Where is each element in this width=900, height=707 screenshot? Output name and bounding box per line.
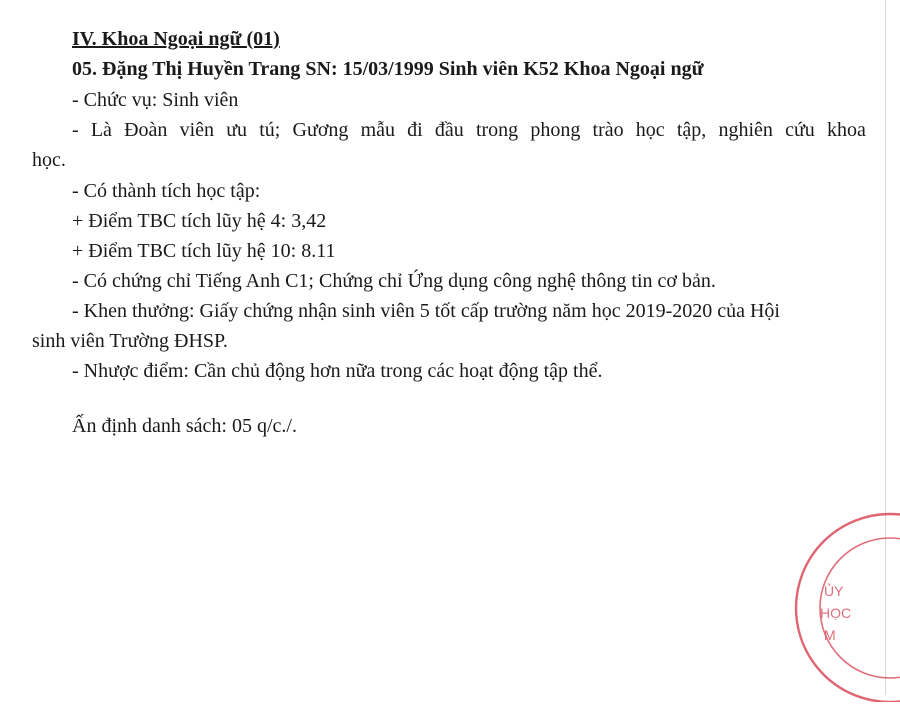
word: tập, bbox=[676, 119, 707, 141]
section-heading: IV. Khoa Ngoại ngữ (01) bbox=[72, 28, 280, 50]
award-line-1: - Khen thưởng: Giấy chứng nhận sinh viên 5 tốt cấp trường năm học 2019-2020 của Hội bbox=[72, 300, 780, 322]
word: Đoàn bbox=[124, 119, 168, 141]
word: tú; bbox=[259, 119, 281, 141]
position-line: - Chức vụ: Sinh viên bbox=[72, 89, 239, 111]
gpa-scale-10: + Điểm TBC tích lũy hệ 10: 8.11 bbox=[72, 240, 336, 262]
seal-text-3: M bbox=[824, 627, 836, 643]
word: ưu bbox=[226, 119, 248, 141]
word: học bbox=[635, 119, 665, 141]
word: mẫu bbox=[360, 119, 395, 141]
word: - bbox=[72, 119, 79, 141]
word: cứu bbox=[785, 119, 815, 141]
official-seal bbox=[790, 512, 900, 702]
closing-line: Ấn định danh sách: 05 q/c./. bbox=[72, 415, 297, 437]
word: đi bbox=[407, 119, 423, 141]
word: trào bbox=[592, 119, 624, 141]
word: phong bbox=[530, 119, 581, 141]
achievements-intro: - Có thành tích học tập: bbox=[72, 180, 261, 202]
weakness-line: - Nhược điểm: Cần chủ động hơn nữa trong các hoạt động tập thể. bbox=[72, 360, 603, 382]
word: Là bbox=[90, 119, 112, 141]
seal-text-2: HỌC bbox=[820, 605, 852, 621]
seal-text-1: ỦY bbox=[824, 583, 844, 599]
word: nghiên bbox=[718, 119, 773, 141]
official-seal-graphic bbox=[790, 512, 900, 702]
word: khoa bbox=[826, 119, 866, 141]
word: Gương bbox=[292, 119, 349, 141]
word: đầu bbox=[434, 119, 464, 141]
gpa-scale-4: + Điểm TBC tích lũy hệ 4: 3,42 bbox=[72, 210, 327, 232]
merit-line-1 bbox=[72, 118, 866, 142]
person-title-line: 05. Đặng Thị Huyền Trang SN: 15/03/1999 Sinh viên K52 Khoa Ngoại ngữ bbox=[72, 58, 704, 80]
word: viên bbox=[179, 119, 215, 141]
merit-line-2: học. bbox=[32, 149, 66, 171]
certificates-line: - Có chứng chỉ Tiếng Anh C1; Chứng chỉ Ứng dụng công nghệ thông tin cơ bản. bbox=[72, 270, 716, 292]
word: trong bbox=[475, 119, 519, 141]
award-line-2: sinh viên Trường ĐHSP. bbox=[32, 330, 228, 352]
